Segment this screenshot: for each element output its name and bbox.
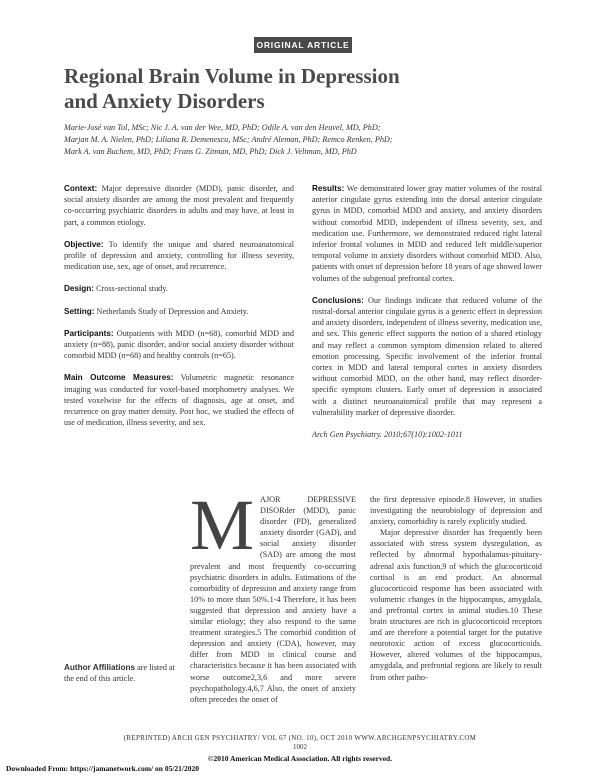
download-notice: Downloaded From: https://jamanetwork.com/ on 05/21/2020 — [6, 764, 199, 773]
context-label: Context: — [64, 184, 98, 193]
copyright-notice: ©2010 American Medical Association. All rights reserved. — [207, 754, 393, 763]
design-text: Cross-sectional study. — [94, 284, 168, 294]
article-title — [64, 64, 544, 114]
authors-line-2: Marjan M. A. Nielen, PhD; Liliana R. Demenescu, MSc; André Aleman, PhD; Remco Renken, PhD; — [64, 135, 393, 144]
abstract-left-column — [64, 183, 294, 439]
objective-label: Objective: — [64, 239, 104, 249]
abstract-right-column — [312, 183, 542, 440]
body-column-right — [370, 494, 542, 683]
author-affiliations-note — [64, 662, 184, 684]
conclusions-text: Our findings indicate that reduced volume of the rostral-dorsal anterior cingulate gyrus is a generic effect in depression and anxiety disorders, independent of illness severity, medication use, and sex. This generic effect supports the notion of a shared etiology and may reflect a common symptom dimension related to altered emotion processing. Specific involvement of the inferior frontal cortex in MDD and lateral temporal cortex in anxiety disorders without comorbid MDD, on the other hand, may reflect disorder-specific symptom clusters. Early onset of depression is associated with a distinct neuroanatomical profile that may represent a vulnerability marker of depressive disorder. — [312, 295, 542, 417]
body-paragraph-2: Major depressive disorder has frequently been associated with stress system dysregulation, as reflected by abnormal hypothalamus-pituitary-adrenal axis function,9 of which the glucocorticoid cortisol is an end product. An abnormal glucocorticoid response has been associated with volumetric changes in the hippocampus, amygdala, and prefrontal cortex in animal studies.10 These brain structures are rich in glucocorticoid receptors and are therefore a potential target for the putative neurotoxic action of excess glucocorticoids. However, altered volumes of the hippocampus, amygdala, and prefrontal regions are likely to result from other patho- — [370, 528, 542, 682]
objective-text: To identify the unique and shared neuroanatomical profile of depression and anxiety, controlling for illness severity, medication use, sex, age of onset, and recurrence. — [64, 239, 294, 272]
conclusions-label: Conclusions: — [312, 295, 364, 305]
affiliations-label: Author Affiliations — [64, 663, 136, 672]
setting-text: Netherlands Study of Depression and Anxiety. — [94, 306, 249, 316]
section-badge: ORIGINAL ARTICLE — [254, 37, 352, 53]
participants-text: Outpatients with MDD (n=68), comorbid MDD and anxiety (n=88), panic disorder, and/or social anxiety disorder without comorbid MDD (n=68) and healthy controls (n=65). — [64, 328, 294, 361]
abstract-participants — [64, 328, 294, 362]
affiliations-text: are listed at the end of this article. — [64, 663, 175, 683]
body-paragraph-1: the first depressive episode.8 However, in studies investigating the neurobiology of depression and anxiety, comorbidity is rarely explicitly studied. — [370, 495, 542, 527]
abstract-measures — [64, 372, 294, 428]
article-citation: Arch Gen Psychiatry. 2010;67(10):1002-1011 — [312, 430, 463, 440]
design-label: Design: — [64, 284, 95, 294]
abstract-design — [64, 283, 294, 294]
measures-label: Main Outcome Measures: — [64, 373, 174, 383]
drop-cap: M — [190, 485, 255, 565]
title-line-2: and Anxiety Disorders — [64, 89, 265, 113]
abstract-context — [64, 183, 294, 228]
measures-text: Volumetric magnetic resonance imaging was conducted for voxel-based morphometry analyses. We tested voxelwise for the effects of diagnosis, age at onset, and recurrence on gray matter density. Post hoc, we studied the effects of use of medication, illness severity, and sex. — [64, 373, 294, 428]
results-label: Results: — [312, 184, 345, 193]
abstract-conclusions — [312, 295, 542, 418]
authors-line-3: Mark A. van Buchem, MD, PhD; Frans G. Zitman, MD, PhD; Dick J. Veltman, MD, PhD — [64, 147, 357, 156]
authors-line-1: Marie-José van Tol, MSc; Nic J. A. van der Wee, MD, PhD; Odile A. van den Heuvel, MD, PhD; — [64, 123, 381, 132]
abstract-setting — [64, 306, 294, 317]
abstract-results — [312, 183, 542, 284]
abstract-objective — [64, 239, 294, 273]
body-intro-text: AJOR DEPRESSIVE DISORder (MDD), panic disorder (PD), generalized anxiety disorder (GAD), and social anxiety disorder (SAD) are among the most prevalent and most frequently co-occurring psychiatric disorders in adults. Estimations of the comorbidity of depression and anxiety range from 10% to more than 50%.1-4 Therefore, it has been suggested that depression and anxiety have a similar etiology; they also respond to the same treatment strategies.5 The comorbid condition of depression and anxiety (CDA), however, may differ from MDD in clinical course and characteristics because it has been associated with worse outcome2,3,6 and more severe psychopathology.4,6,7 Also, the onset of anxiety often precedes the onset of — [190, 495, 356, 704]
setting-label: Setting: — [64, 306, 95, 316]
participants-label: Participants: — [64, 328, 114, 338]
results-text: We demonstrated lower gray matter volumes of the rostral anterior cingulate gyrus extending into the dorsal anterior cingulate gyrus in MDD, comorbid MDD and anxiety, and anxiety disorders without comorbid MDD, independent of illness severity, sex, and medication use. Furthermore, we demonstrated reduced right lateral inferior frontal volumes in MDD and reduced left middle/superior temporal volume in anxiety disorders without comorbid MDD. Also, patients with onset of depression before 18 years of age showed lower volumes of the subgenual prefrontal cortex. — [312, 184, 542, 283]
page-number: 1002 — [293, 743, 307, 751]
context-text: Major depressive disorder (MDD), panic disorder, and social anxiety disorder are among the most prevalent and frequently co-occurring psychiatric disorders in adults and may have, at least in part, a common etiology. — [64, 184, 294, 227]
body-column-middle — [190, 485, 356, 705]
author-list — [64, 122, 534, 158]
title-line-1: Regional Brain Volume in Depression — [64, 64, 400, 88]
journal-footer: (REPRINTED) ARCH GEN PSYCHIATRY/ VOL 67 (NO. 10), OCT 2010 WWW.ARCHGENPSYCHIATRY.COM — [123, 734, 477, 742]
